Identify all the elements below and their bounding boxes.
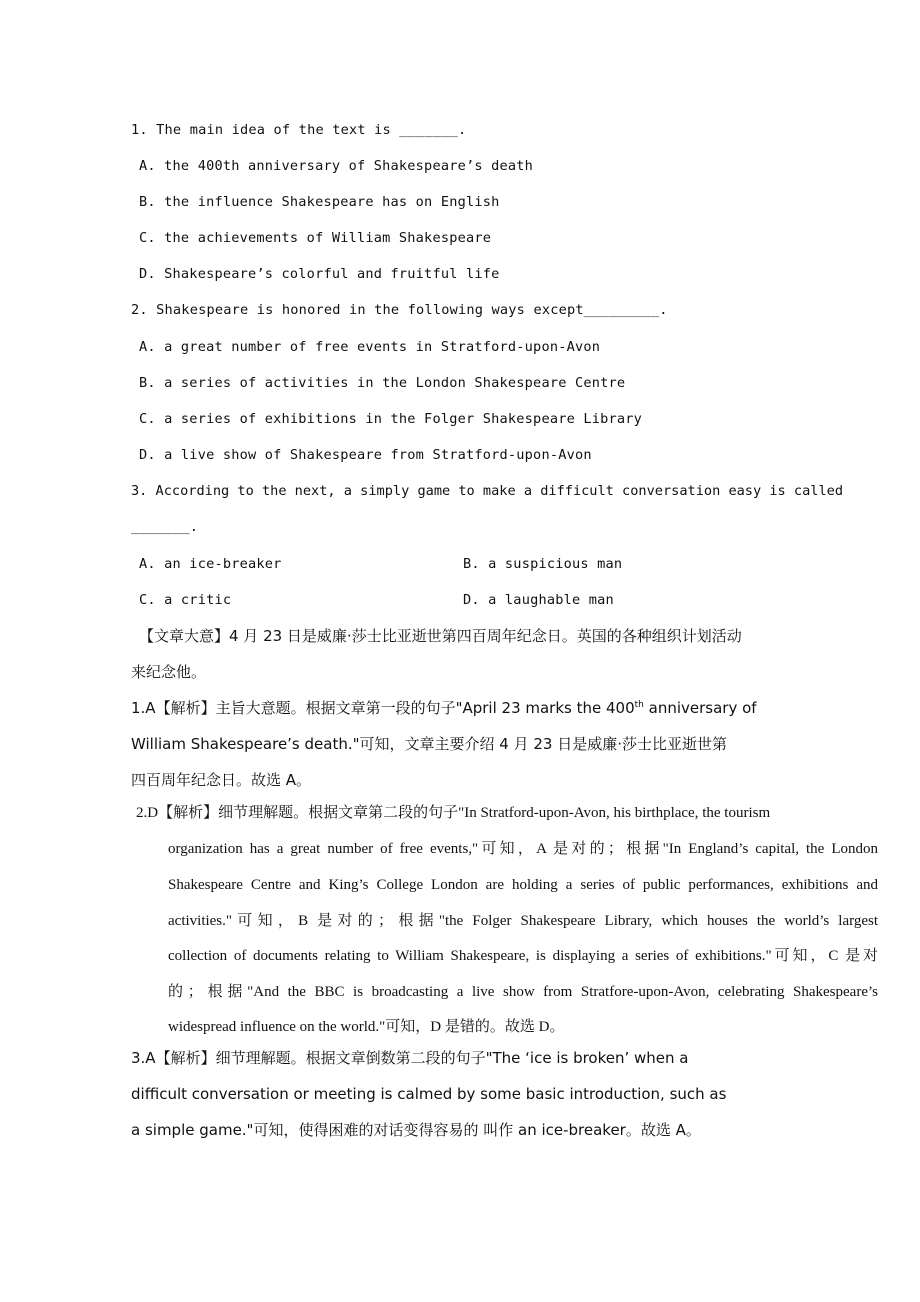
answer-2-line-1: 2.D【解析】细节理解题。根据文章第二段的句子"In Stratford-upon-Avon, his birthplace, the tourism xyxy=(136,805,771,821)
question-2-option-b: B. a series of activities in the London Shakespeare Centre xyxy=(139,375,626,391)
answer-3-line-1: 3.A【解析】细节理解题。根据文章倒数第二段的句子"The ‘ice is broken’ when a xyxy=(131,1049,689,1067)
answer-2-line-6: 的；根据"And the BBC is broadcasting a live show from Stratfore-upon-Avon, celebrating Shakespeare’s xyxy=(168,984,878,1000)
answer-2-line-5: collection of documents relating to William Shakespeare, is displaying a series of exhibitions."可知，C 是对 xyxy=(168,948,878,964)
answer-2-line-4: activities."可知，B 是对的；根据"the Folger Shakespeare Library, which houses the world’s largest xyxy=(168,913,878,929)
answer-1-line-2: William Shakespeare’s death."可知，文章主要介绍 4 月 23 日是威廉·莎士比亚逝世第 xyxy=(131,735,727,753)
answer-2-line-7: widespread influence on the world."可知，D 是错的。故选 D。 xyxy=(168,1019,565,1035)
question-3-option-c: C. a critic xyxy=(139,592,232,608)
question-1-option-a: A. the 400th anniversary of Shakespeare’s death xyxy=(139,158,534,174)
answer-1-line-1 xyxy=(131,698,757,718)
question-2-stem: 2. Shakespeare is honored in the following ways except_________. xyxy=(131,302,668,318)
answer-2-line-3: Shakespeare Centre and King’s College London are holding a series of public performances, exhibitions and xyxy=(168,877,878,893)
answer-3-line-3: a simple game."可知，使得困难的对话变得容易的 叫作 an ice-breaker。故选 A。 xyxy=(131,1121,701,1139)
answer-1-ordinal-suffix: th xyxy=(634,700,644,710)
answer-1-line-1-text: 1.A【解析】主旨大意题。根据文章第一段的句子"April 23 marks the 400 xyxy=(131,699,635,717)
question-3-option-b: B. a suspicious man xyxy=(463,556,623,572)
question-2-option-c: C. a series of exhibitions in the Folger Shakespeare Library xyxy=(139,411,643,427)
summary-line-1: 【文章大意】4 月 23 日是威廉·莎士比亚逝世第四百周年纪念日。英国的各种组织计划活动 xyxy=(139,627,742,645)
question-3-stem-line2: _______. xyxy=(131,519,199,535)
question-1-option-b: B. the influence Shakespeare has on English xyxy=(139,194,500,210)
question-1-option-d: D. Shakespeare’s colorful and fruitful life xyxy=(139,266,500,282)
question-1-option-c: C. the achievements of William Shakespeare xyxy=(139,230,492,246)
question-2-option-a: A. a great number of free events in Stratford-upon-Avon xyxy=(139,339,601,355)
question-1-stem: 1. The main idea of the text is _______. xyxy=(131,122,467,138)
question-2-option-d: D. a live show of Shakespeare from Stratford-upon-Avon xyxy=(139,447,592,463)
answer-1-line-1-end: anniversary of xyxy=(643,699,757,717)
summary-line-2: 来纪念他。 xyxy=(131,663,207,681)
question-3-option-d: D. a laughable man xyxy=(463,592,614,608)
answer-3-line-2: difficult conversation or meeting is calmed by some basic introduction, such as xyxy=(131,1085,727,1103)
answer-2-line-2: organization has a great number of free events,"可知，A 是对的；根据"In England’s capital, the London xyxy=(168,841,878,857)
question-3-stem-line1: 3. According to the next, a simply game to make a difficult conversation easy is called xyxy=(131,483,844,499)
answer-1-line-3: 四百周年纪念日。故选 A。 xyxy=(131,771,312,789)
question-3-option-a: A. an ice-breaker xyxy=(139,556,282,572)
